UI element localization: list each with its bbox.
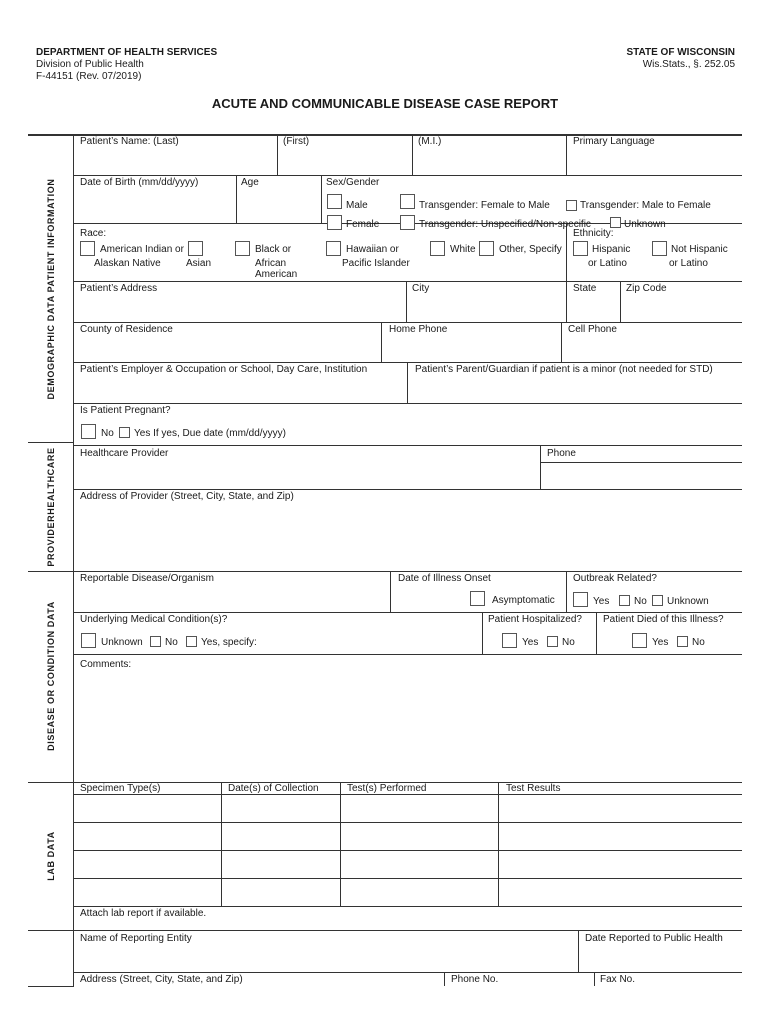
form-number: F-44151 (Rev. 07/2019) (36, 71, 142, 82)
race-white-label: White (450, 244, 476, 255)
died-yes-checkbox[interactable] (632, 633, 647, 648)
trans-f-to-m-checkbox[interactable] (400, 194, 415, 209)
trans-m-to-f-checkbox[interactable] (566, 200, 577, 211)
home-phone-label: Home Phone (389, 324, 448, 335)
outbreak-unknown-checkbox[interactable] (652, 595, 663, 606)
sex-male-label: Male (346, 200, 368, 211)
sex-female-checkbox[interactable] (327, 215, 342, 230)
sex-unknown-label: Unknown (624, 219, 666, 230)
healthcare-provider-label: Healthcare Provider (80, 448, 169, 459)
provider-address-label: Address of Provider (Street, City, State, and Zip) (80, 491, 294, 502)
lab-column-specimen: Specimen Type(s) (80, 783, 161, 794)
county-label: County of Residence (80, 324, 173, 335)
ethnicity-hispanic-checkbox[interactable] (573, 241, 588, 256)
underlying-yes-checkbox[interactable] (186, 636, 197, 647)
outbreak-yes-label: Yes (593, 596, 610, 607)
race-american-indian-label-2: Alaskan Native (94, 258, 161, 269)
pregnant-label: Is Patient Pregnant? (80, 405, 171, 416)
patient-address-label: Patient’s Address (80, 283, 158, 294)
outbreak-yes-checkbox[interactable] (573, 592, 588, 607)
underlying-condition-label: Underlying Medical Condition(s)? (80, 614, 228, 625)
hospitalized-no-label: No (562, 637, 575, 648)
comments-label: Comments: (80, 659, 132, 670)
reporting-phone-label: Phone No. (451, 974, 499, 985)
reporting-address-label: Address (Street, City, State, and Zip) (80, 974, 243, 985)
sex-gender-label: Sex/Gender (326, 177, 380, 188)
underlying-no-checkbox[interactable] (150, 636, 161, 647)
sex-gender-options (322, 192, 742, 230)
ethnicity-label: Ethnicity: (573, 228, 614, 239)
trans-m-to-f-label: Transgender: Male to Female (580, 200, 711, 211)
race-american-indian-label-1: American Indian or (100, 244, 184, 255)
outbreak-label: Outbreak Related? (573, 573, 657, 584)
dob-label: Date of Birth (mm/dd/yyyy) (80, 177, 199, 188)
ethnicity-not-hispanic-label-1: Not Hispanic (671, 244, 728, 255)
died-label: Patient Died of this Illness? (603, 614, 724, 625)
race-asian-label: Asian (186, 258, 212, 269)
died-no-label: No (692, 637, 705, 648)
race-other-checkbox[interactable] (479, 241, 494, 256)
hospitalized-no-checkbox[interactable] (547, 636, 558, 647)
pregnant-yes-checkbox[interactable] (119, 427, 130, 438)
race-black-label-3: American (255, 269, 298, 280)
ethnicity-hispanic-label-2: or Latino (588, 258, 627, 269)
lab-column-tests: Test(s) Performed (347, 783, 427, 794)
died-yes-label: Yes (652, 637, 669, 648)
zip-label: Zip Code (626, 283, 667, 294)
underlying-yes-label: Yes, specify: (201, 637, 257, 648)
attach-lab-note: Attach lab report if available. (80, 908, 207, 919)
outbreak-no-label: No (634, 596, 647, 607)
race-hawaiian-checkbox[interactable] (326, 241, 341, 256)
section-label-lab: LAB DATA (46, 831, 56, 881)
lab-column-results: Test Results (506, 783, 561, 794)
ethnicity-hispanic-label-1: Hispanic (592, 244, 631, 255)
illness-onset-label: Date of Illness Onset (398, 573, 491, 584)
ethnicity-not-hispanic-label-2: or Latino (669, 258, 708, 269)
asymptomatic-checkbox[interactable] (470, 591, 485, 606)
underlying-unknown-label: Unknown (101, 637, 143, 648)
patient-last-name-label: Patient’s Name: (Last) (80, 136, 179, 147)
underlying-unknown-checkbox[interactable] (81, 633, 96, 648)
underlying-no-label: No (165, 637, 178, 648)
ethnicity-not-hispanic-checkbox[interactable] (652, 241, 667, 256)
hospitalized-yes-checkbox[interactable] (502, 633, 517, 648)
date-reported-label: Date Reported to Public Health (585, 933, 723, 944)
race-black-checkbox[interactable] (235, 241, 250, 256)
pregnant-no-label: No (101, 428, 114, 439)
hospitalized-yes-label: Yes (522, 637, 539, 648)
lab-column-collection-date: Date(s) of Collection (228, 783, 319, 794)
division-name: Division of Public Health (36, 59, 144, 70)
race-label: Race: (80, 228, 107, 239)
section-label-demographic: DEMOGRAPHIC DATA PATIENT INFORMATION (46, 178, 56, 400)
race-black-label-1: Black or (255, 244, 292, 255)
race-hawaiian-label-1: Hawaiian or (346, 244, 399, 255)
pregnant-no-checkbox[interactable] (81, 424, 96, 439)
section-label-disease: DISEASE OR CONDITION DATA (46, 601, 56, 751)
city-label: City (412, 283, 430, 294)
statute-reference: Wis.Stats., §. 252.05 (642, 59, 735, 70)
trans-f-to-m-label: Transgender: Female to Male (419, 200, 550, 211)
department-name: DEPARTMENT OF HEALTH SERVICES (36, 47, 218, 58)
asymptomatic-label: Asymptomatic (492, 595, 555, 606)
cell-phone-label: Cell Phone (568, 324, 617, 335)
section-label-provider: PROVIDERHEALTHCARE (46, 447, 56, 567)
state-name: STATE OF WISCONSIN (626, 47, 735, 58)
pregnant-yes-label: Yes If yes, Due date (mm/dd/yyyy) (134, 428, 286, 439)
race-other-label: Other, Specify (499, 244, 562, 255)
sex-unknown-checkbox[interactable] (610, 217, 621, 228)
employer-label: Patient’s Employer & Occupation or School, Day Care, Institution (80, 364, 368, 375)
patient-mi-label: (M.I.) (418, 136, 442, 147)
race-white-checkbox[interactable] (430, 241, 445, 256)
patient-first-name-label: (First) (283, 136, 310, 147)
trans-unspecified-checkbox[interactable] (400, 215, 415, 230)
race-black-label-2: African (255, 258, 287, 269)
sex-female-label: Female (346, 219, 380, 230)
primary-language-label: Primary Language (573, 136, 655, 147)
race-hawaiian-label-2: Pacific Islander (342, 258, 410, 269)
age-label: Age (241, 177, 259, 188)
race-american-indian-checkbox[interactable] (80, 241, 95, 256)
form-title: ACUTE AND COMMUNICABLE DISEASE CASE REPORT (211, 96, 559, 111)
reporting-entity-label: Name of Reporting Entity (80, 933, 192, 944)
reportable-disease-label: Reportable Disease/Organism (80, 573, 214, 584)
hospitalized-label: Patient Hospitalized? (488, 614, 582, 625)
died-no-checkbox[interactable] (677, 636, 688, 647)
reporting-fax-label: Fax No. (600, 974, 636, 985)
provider-phone-label: Phone (547, 448, 576, 459)
sex-male-checkbox[interactable] (327, 194, 342, 209)
guardian-label: Patient’s Parent/Guardian if patient is a minor (not needed for STD) (415, 364, 713, 375)
outbreak-no-checkbox[interactable] (619, 595, 630, 606)
race-asian-checkbox[interactable] (188, 241, 203, 256)
trans-unspecified-label: Transgender: Unspecified/Non-specific (419, 219, 591, 230)
outbreak-unknown-label: Unknown (667, 596, 709, 607)
state-label: State (573, 283, 597, 294)
